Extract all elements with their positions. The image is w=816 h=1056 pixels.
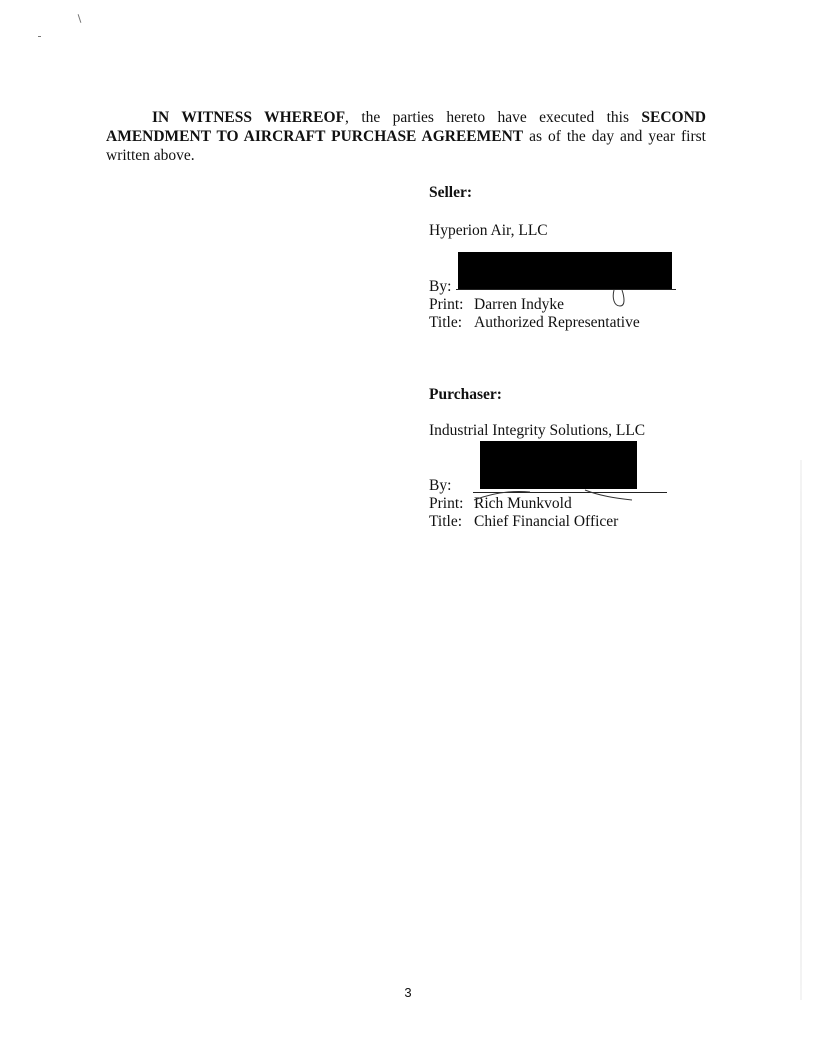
seller-print-label: Print: <box>429 296 464 313</box>
seller-signature-line <box>456 289 676 290</box>
seller-title-row <box>429 314 640 332</box>
seller-title-value: Authorized Representative <box>474 314 640 331</box>
seller-company: Hyperion Air, LLC <box>429 222 548 239</box>
scan-artifact <box>38 36 41 37</box>
scan-artifact <box>78 14 82 23</box>
purchaser-title-value: Chief Financial Officer <box>474 513 619 530</box>
purchaser-company: Industrial Integrity Solutions, LLC <box>429 422 646 439</box>
seller-heading: Seller: <box>429 184 473 201</box>
purchaser-print-label: Print: <box>429 495 464 512</box>
purchaser-by-label: By: <box>429 477 452 494</box>
seller-by-label: By: <box>429 278 452 295</box>
witness-lead: IN WITNESS WHEREOF <box>152 109 346 126</box>
seller-signature-scribble <box>600 286 640 312</box>
page-number: 3 <box>404 985 412 1000</box>
seller-signature-redaction <box>458 252 672 289</box>
purchaser-signature-redaction <box>480 441 637 489</box>
seller-print-value: Darren Indyke <box>474 296 564 313</box>
purchaser-signature-scribble <box>470 486 640 504</box>
purchaser-title-row <box>429 513 645 531</box>
seller-title-label: Title: <box>429 314 463 331</box>
purchaser-heading: Purchaser: <box>429 386 502 403</box>
witness-text-2: as of the day and year first written above. <box>106 128 706 164</box>
scan-edge-shadow <box>800 460 802 1000</box>
witness-clause <box>106 108 706 165</box>
purchaser-title-label: Title: <box>429 513 463 530</box>
purchaser-print-value: Rich Munkvold <box>474 495 572 512</box>
witness-text-1: , the parties hereto have executed this <box>345 109 642 126</box>
agreement-name: SECOND AMENDMENT TO AIRCRAFT PURCHASE AGREEMENT <box>106 109 706 145</box>
